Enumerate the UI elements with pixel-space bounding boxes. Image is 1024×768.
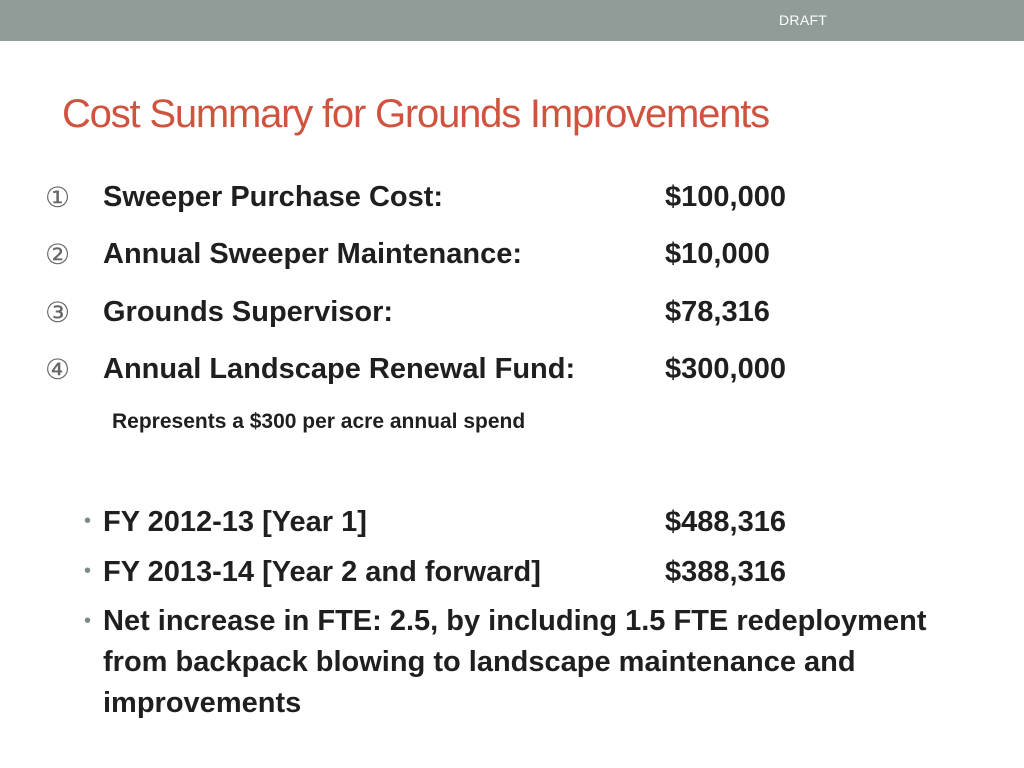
item-amount: $10,000 bbox=[665, 238, 770, 270]
bullet-icon: • bbox=[84, 560, 92, 582]
bullet-label: FY 2012-13 [Year 1] bbox=[103, 506, 367, 538]
item-amount: $300,000 bbox=[665, 353, 786, 385]
bullet-icon: • bbox=[84, 610, 92, 632]
header-bar bbox=[0, 0, 1024, 41]
item-amount: $78,316 bbox=[665, 296, 770, 328]
item-number: ② bbox=[45, 239, 71, 270]
bullet-amount: $488,316 bbox=[665, 506, 786, 538]
item-number: ① bbox=[45, 182, 71, 213]
item-number: ③ bbox=[45, 297, 71, 328]
bullet-label: FY 2013-14 [Year 2 and forward] bbox=[103, 556, 541, 588]
bullet-amount: $388,316 bbox=[665, 556, 786, 588]
bullet-icon: • bbox=[84, 510, 92, 532]
item-label: Annual Sweeper Maintenance: bbox=[103, 238, 522, 270]
bullet-paragraph: Net increase in FTE: 2.5, by including 1.5 FTE redeployment from backpack blowing to landscape maintenance and improvements bbox=[103, 605, 927, 719]
draft-label: DRAFT bbox=[779, 12, 828, 28]
item-label: Sweeper Purchase Cost: bbox=[103, 181, 444, 213]
cost-note: Represents a $300 per acre annual spend bbox=[112, 410, 526, 433]
item-label: Grounds Supervisor: bbox=[103, 296, 394, 328]
item-amount: $100,000 bbox=[665, 181, 786, 213]
item-label: Annual Landscape Renewal Fund: bbox=[103, 353, 576, 385]
slide-title: Cost Summary for Grounds Improvements bbox=[62, 92, 769, 136]
item-number: ④ bbox=[45, 354, 71, 385]
